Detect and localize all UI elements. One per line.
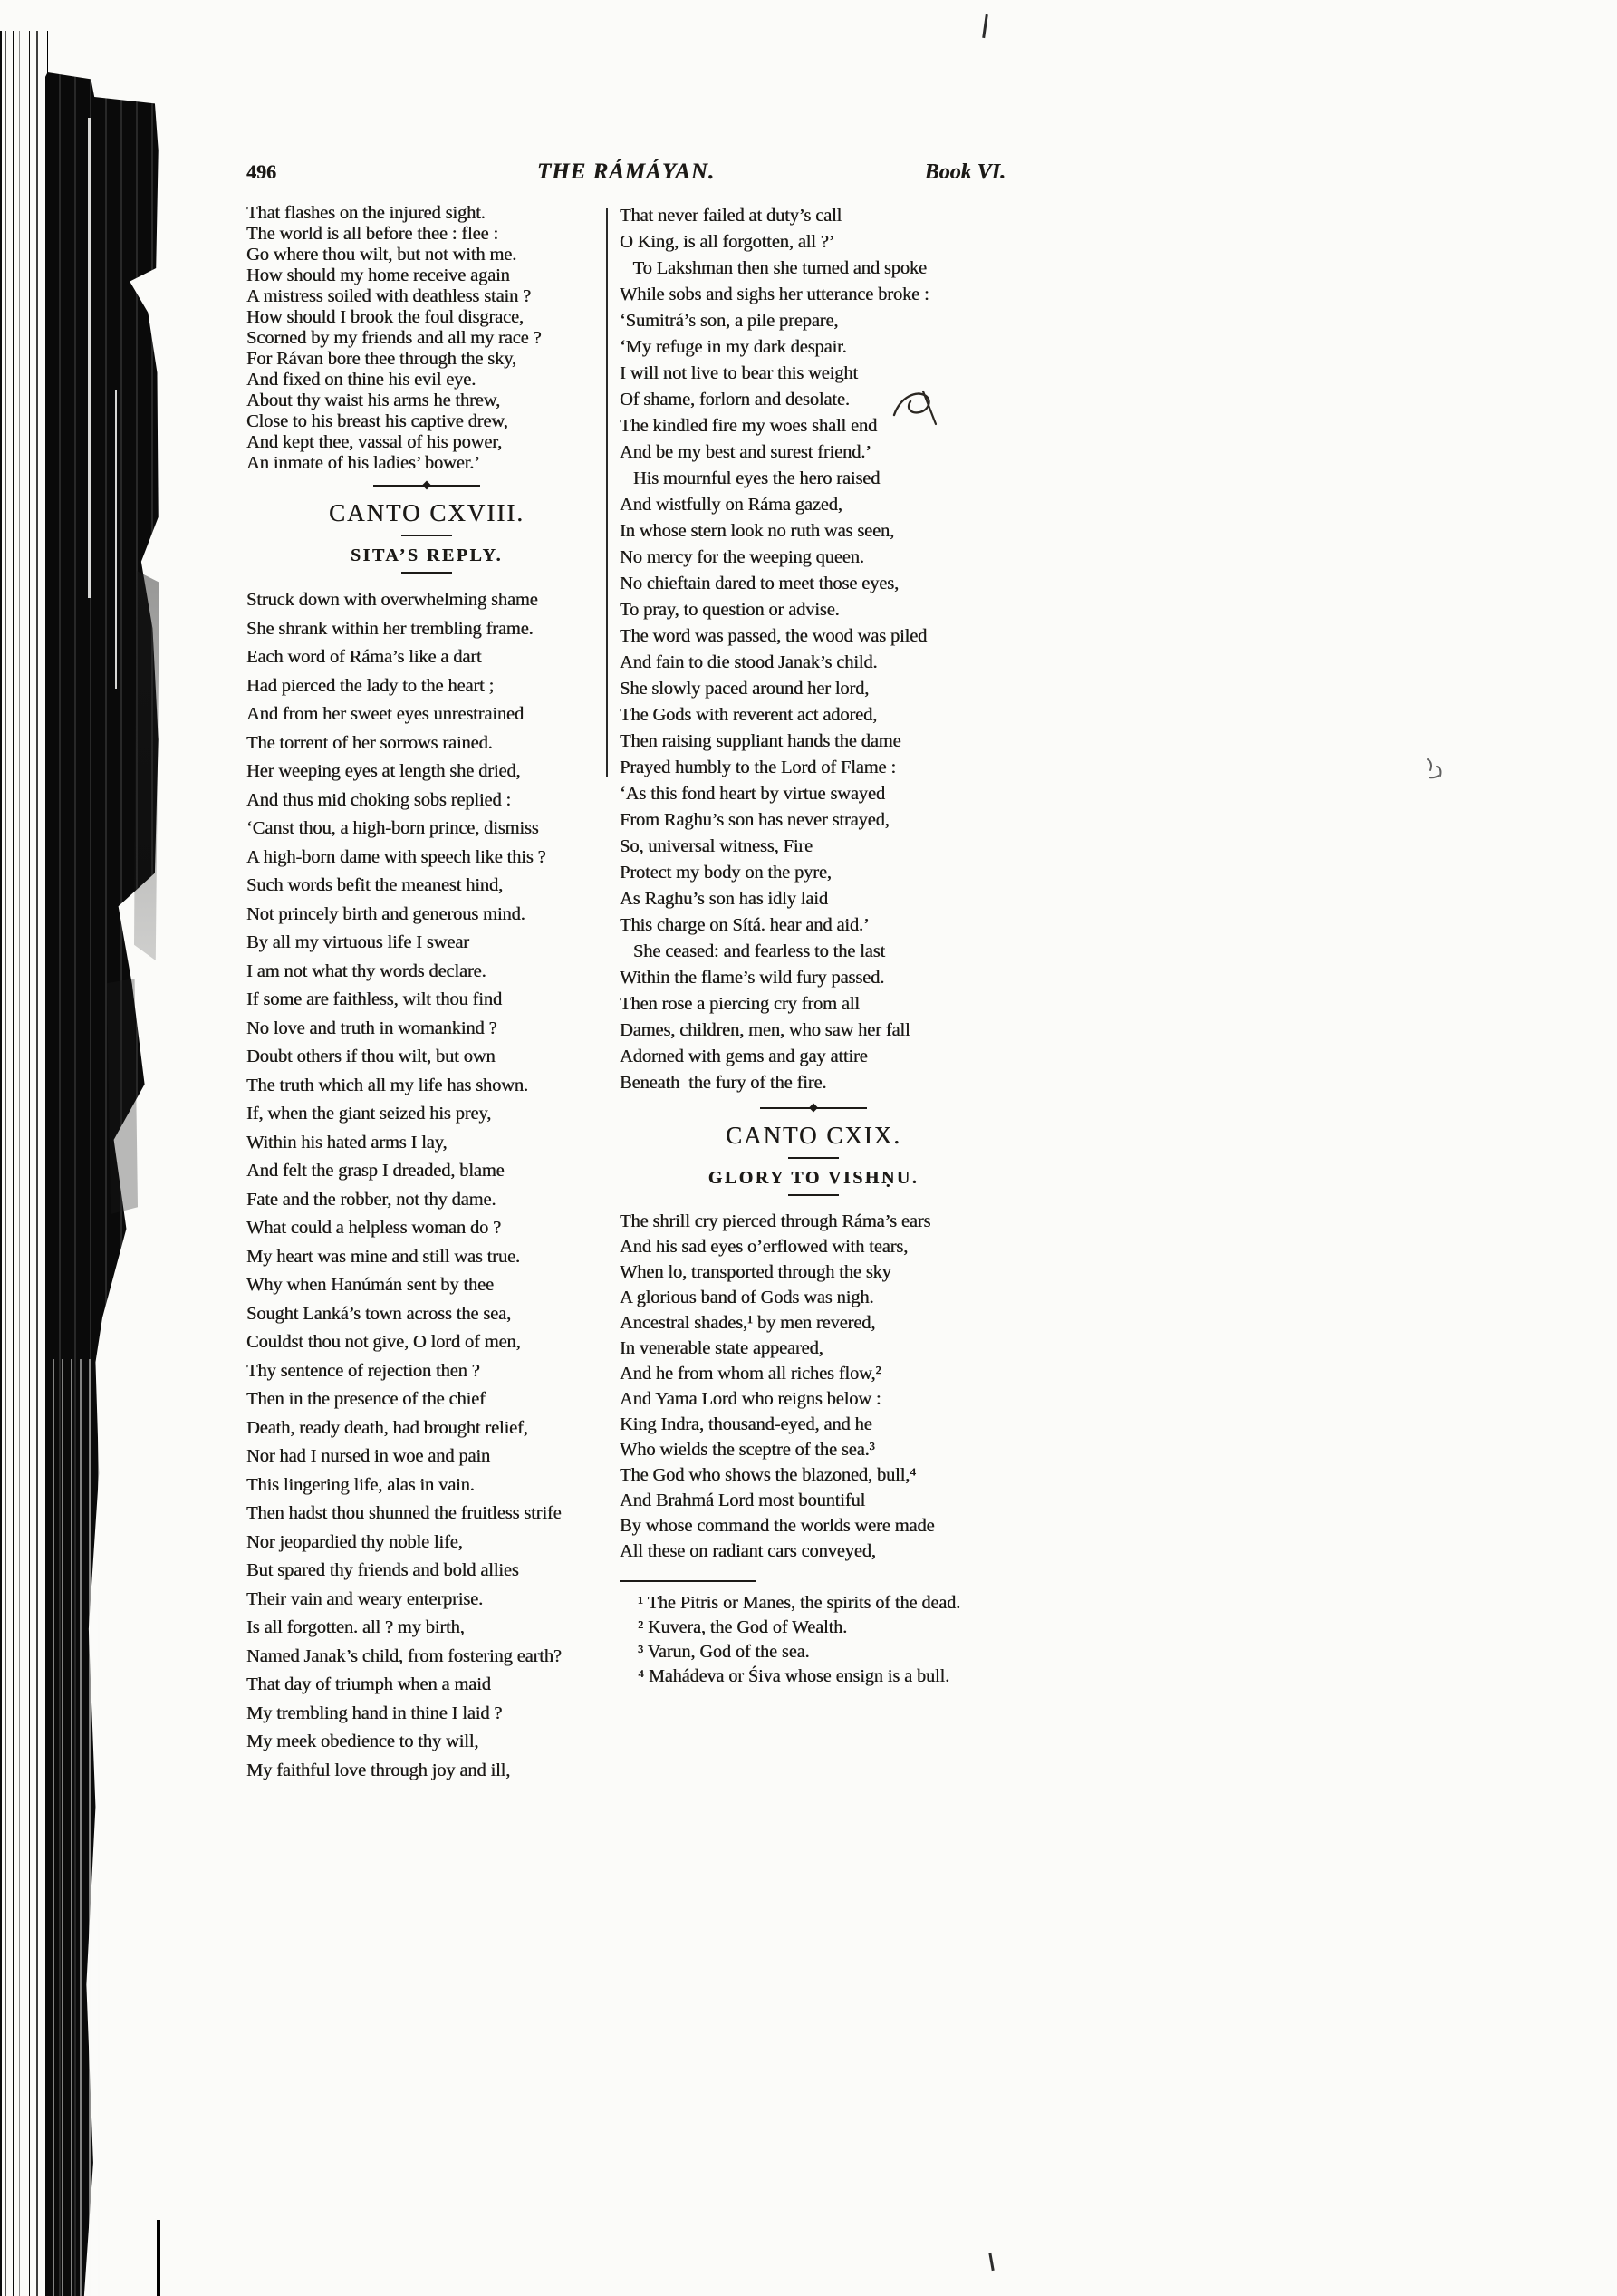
subtitle-rule (401, 572, 452, 574)
poem-line: What could a helpless woman do ? (246, 1218, 501, 1238)
poem-line: And Yama Lord who reigns below : (620, 1389, 881, 1409)
poem-line: Scorned by my friends and all my race ? (246, 328, 542, 348)
poem-line: And felt the grasp I dreaded, blame (246, 1161, 505, 1181)
poem-line: Each word of Ráma’s like a dart (246, 647, 482, 667)
poem-line: Is all forgotten. all ? my birth, (246, 1617, 465, 1637)
diamond-ornament-icon (422, 481, 431, 490)
subtitle-rule (788, 1194, 839, 1196)
poem-line: The word was passed, the wood was piled (620, 626, 928, 646)
poem-line: Fate and the robber, not thy dame. (246, 1189, 496, 1210)
poem-line: Then raising suppliant hands the dame (620, 731, 901, 751)
title-rule (788, 1157, 839, 1159)
poem-line: That day of triumph when a maid (246, 1674, 491, 1694)
poem-line: Dames, children, men, who saw her fall (620, 1020, 910, 1040)
poem-line: Doubt others if thou wilt, but own (246, 1047, 496, 1066)
poem-canto118-continued (620, 203, 1007, 1096)
poem-canto117-end (246, 203, 607, 474)
poem-line: That never failed at duty’s call— (620, 206, 861, 226)
poem-line: ‘Canst thou, a high-born prince, dismiss (246, 818, 539, 838)
poem-line: I am not what thy words declare. (246, 960, 486, 981)
poem-line: About thy waist his arms he threw, (246, 391, 500, 410)
poem-line: If some are faithless, wilt thou find (246, 989, 502, 1009)
poem-line: A glorious band of Gods was nigh. (620, 1288, 874, 1307)
poem-line: My faithful love through joy and ill, (246, 1760, 511, 1780)
poem-line: Such words befit the meanest hind, (246, 875, 503, 895)
poem-canto118 (246, 586, 607, 1785)
poem-line: And fixed on thine his evil eye. (246, 370, 476, 390)
poem-line: To pray, to question or advise. (620, 600, 840, 620)
canto-118-title: CANTO CXVIII. (329, 499, 525, 526)
scan-gutter-line (157, 2220, 160, 2296)
canto-118-heading (246, 485, 607, 574)
poem-canto119 (620, 1209, 1007, 1564)
poem-line: And kept thee, vassal of his power, (246, 432, 503, 452)
poem-line: And from her sweet eyes unrestrained (246, 704, 524, 724)
poem-line: The shrill cry pierced through Ráma’s ears (620, 1211, 931, 1231)
poem-line: Adorned with gems and gay attire (620, 1047, 868, 1066)
poem-line: From Raghu’s son has never strayed, (620, 810, 890, 830)
poem-line: And be my best and surest friend.’ (620, 442, 871, 462)
poem-line: All these on radiant cars conveyed, (620, 1541, 876, 1561)
poem-line: When lo, transported through the sky (620, 1262, 891, 1282)
poem-line: And his sad eyes o’erflowed with tears, (620, 1237, 909, 1257)
poem-line: Then rose a piercing cry from all (620, 994, 860, 1014)
poem-line: The kindled fire my woes shall end (620, 416, 878, 436)
poem-line: And fain to die stood Janak’s child. (620, 652, 878, 672)
poem-line: No mercy for the weeping queen. (620, 547, 864, 567)
canto-119-title: CANTO CXIX. (725, 1122, 901, 1149)
poem-line: Sought Lanká’s town across the sea, (246, 1303, 511, 1324)
poem-line: Had pierced the lady to the heart ; (246, 675, 495, 696)
scan-tick-bottom-right (988, 2253, 994, 2271)
section-divider-ornament (760, 1107, 867, 1109)
poem-line: How should my home receive again (246, 265, 510, 285)
scan-gray-smudge (134, 571, 159, 960)
poem-line: Couldst thou not give, O lord of men, (246, 1332, 521, 1352)
poem-line: No love and truth in womankind ? (246, 1018, 497, 1038)
poem-line: And he from whom all riches flow,² (620, 1364, 881, 1384)
scan-ink-blot (45, 72, 159, 2296)
poem-line: That flashes on the injured sight. (246, 203, 486, 223)
footnote: ³ Varun, God of the sea. (638, 1642, 810, 1662)
poem-line: Death, ready death, had brought relief, (246, 1417, 528, 1438)
left-column (246, 203, 607, 1785)
poem-line: ‘Sumitrá’s son, a pile prepare, (620, 311, 839, 331)
footnote-separator-rule (620, 1580, 756, 1582)
poem-line: ‘As this fond heart by virtue swayed (620, 784, 885, 804)
poem-line: So, universal witness, Fire (620, 836, 813, 856)
poem-line: Ancestral shades,¹ by men revered, (620, 1313, 876, 1333)
poem-line: I will not live to bear this weight (620, 363, 858, 383)
poem-line: And thus mid choking sobs replied : (246, 789, 511, 810)
poem-line: Named Janak’s child, from fostering earth? (246, 1645, 562, 1666)
poem-line: A mistress soiled with deathless stain ? (246, 286, 531, 306)
poem-line: But spared thy friends and bold allies (246, 1560, 519, 1580)
poem-line: As Raghu’s son has idly laid (620, 889, 828, 909)
section-divider-ornament (373, 485, 480, 487)
poem-line: In venerable state appeared, (620, 1338, 823, 1358)
poem-line: My meek obedience to thy will, (246, 1732, 479, 1751)
poem-line: For Rávan bore thee through the sky, (246, 349, 516, 369)
poem-line: She slowly paced around her lord, (620, 679, 870, 699)
poem-line: Why when Hanúmán sent by thee (246, 1275, 494, 1295)
poem-line: An inmate of his ladies’ bower.’ (246, 453, 480, 473)
poem-line: And wistfully on Ráma gazed, (620, 495, 842, 515)
poem-line: The torrent of her sorrows rained. (246, 732, 493, 753)
poem-line: To Lakshman then she turned and spoke (620, 258, 927, 278)
poem-line: Nor had I nursed in woe and pain (246, 1446, 491, 1466)
poem-line: And Brahmá Lord most bountiful (620, 1490, 866, 1510)
poem-line: Protect my body on the pyre, (620, 863, 832, 883)
poem-line: The truth which all my life has shown. (246, 1075, 528, 1095)
poem-line: This lingering life, alas in vain. (246, 1474, 475, 1495)
page-number: 496 (246, 160, 276, 183)
poem-line: Their vain and weary enterprise. (246, 1588, 484, 1609)
scan-gray-smudge (107, 979, 138, 1214)
scan-streaks-left-edge (0, 31, 58, 2296)
poem-line: Nor jeopardied thy noble life, (246, 1531, 463, 1552)
poem-line: A high-born dame with speech like this ? (246, 846, 546, 867)
poem-line: My heart was mine and still was true. (246, 1246, 520, 1267)
poem-line: Then hadst thou shunned the fruitless strife (246, 1503, 562, 1523)
poem-line: O King, is all forgotten, all ?’ (620, 232, 835, 252)
footnote: ¹ The Pitris or Manes, the spirits of the dead. (638, 1593, 961, 1613)
canto-118-subtitle: SITA’S REPLY. (350, 545, 504, 565)
margin-pen-mark-icon (1424, 754, 1446, 785)
poem-line: She shrank within her trembling frame. (246, 618, 534, 639)
poem-line: Struck down with overwhelming shame (246, 590, 538, 610)
poem-line: Thy sentence of rejection then ? (246, 1360, 480, 1381)
canto-119-heading (620, 1107, 1007, 1196)
footnotes (620, 1591, 984, 1689)
poem-line: She ceased: and fearless to the last (620, 941, 886, 961)
title-rule (401, 535, 452, 536)
canto-119-subtitle: GLORY TO VISHṆU. (707, 1168, 919, 1188)
poem-line: Of shame, forlorn and desolate. (620, 390, 850, 410)
poem-line: The world is all before thee : flee : (246, 224, 498, 244)
poem-line: This charge on Sítá. hear and aid.’ (620, 915, 870, 935)
scan-white-slit (115, 390, 117, 689)
poem-line: The God who shows the blazoned, bull,⁴ (620, 1465, 917, 1485)
poem-line: My trembling hand in thine I laid ? (246, 1703, 503, 1723)
running-title: THE RÁMÁYAN. (536, 159, 716, 184)
poem-line: ‘My refuge in my dark despair. (620, 337, 847, 357)
poem-line: If, when the giant seized his prey, (246, 1104, 492, 1124)
poem-line: In whose stern look no ruth was seen, (620, 521, 895, 541)
poem-line: By all my virtuous life I swear (246, 932, 469, 952)
footnote: ² Kuvera, the God of Wealth. (638, 1617, 848, 1637)
poem-line: While sobs and sighs her utterance broke : (620, 285, 929, 304)
scan-white-slit (88, 118, 91, 598)
poem-line: Within his hated arms I lay, (246, 1132, 448, 1153)
poem-line: By whose command the worlds were made (620, 1516, 935, 1536)
scan-tick-top-right (982, 14, 988, 38)
poem-line: Go where thou wilt, but not with me. (246, 245, 517, 265)
diamond-ornament-icon (809, 1104, 818, 1113)
poem-line: Within the flame’s wild fury passed. (620, 968, 885, 988)
poem-line: King Indra, thousand-eyed, and he (620, 1414, 872, 1434)
footnote: ⁴ Mahádeva or Śiva whose ensign is a bull. (638, 1666, 950, 1686)
poem-line: The Gods with reverent act adored, (620, 705, 878, 725)
poem-line: How should I brook the foul disgrace, (246, 307, 524, 327)
poem-line: No chieftain dared to meet those eyes, (620, 574, 899, 593)
poem-line: Beneath the fury of the fire. (620, 1073, 827, 1093)
poem-line: Her weeping eyes at length she dried, (246, 761, 521, 781)
handwritten-pen-flourish-icon (891, 388, 942, 428)
right-column (620, 203, 1007, 1689)
poem-line: Prayed humbly to the Lord of Flame : (620, 757, 896, 777)
running-head (246, 159, 1006, 185)
poem-line: His mournful eyes the hero raised (620, 468, 881, 488)
scan-streak-texture (45, 1359, 103, 2296)
poem-line: Close to his breast his captive drew, (246, 411, 508, 431)
poem-line: Who wields the sceptre of the sea.³ (620, 1440, 875, 1460)
poem-line: Not princely birth and generous mind. (246, 903, 525, 924)
poem-line: Then in the presence of the chief (246, 1389, 486, 1409)
book-label: Book VI. (924, 160, 1006, 184)
